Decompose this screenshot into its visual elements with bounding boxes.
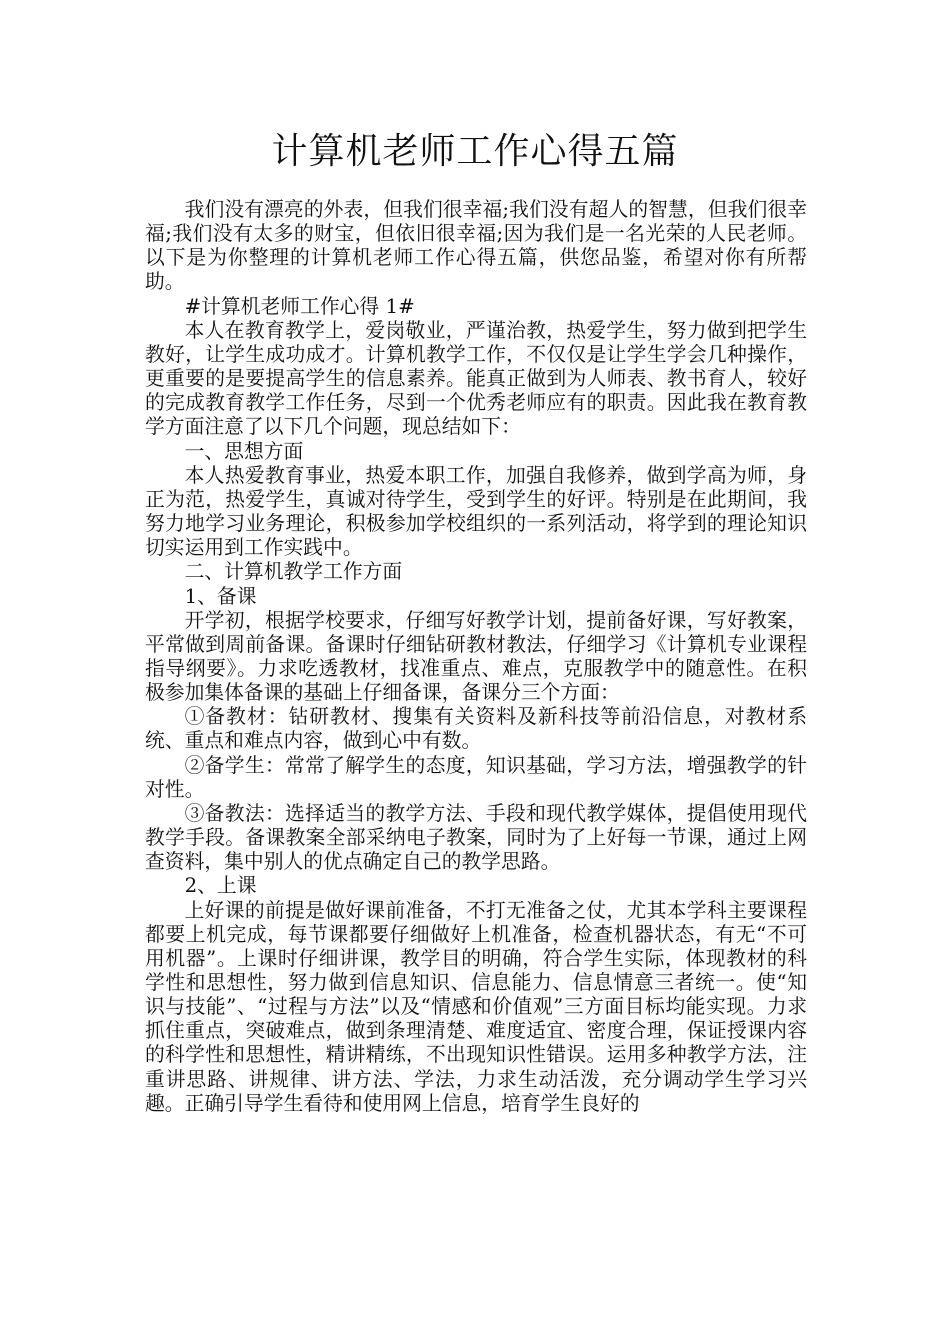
body-paragraph: 本人热爱教育事业，热爱本职工作，加强自我修养，做到学高为师，身正为范，热爱学生，真诚对待学生，受到学生的好评。特别是在此期间，我努力地学习业务理论，积极参加学校组织的一系列活动，将学到的理论知识切实运用到工作实践中。 [145, 463, 807, 560]
document-title: 计算机老师工作心得五篇 [271, 131, 679, 172]
section-heading-article-1: #计算机老师工作心得 1# [184, 294, 415, 318]
document-body [145, 198, 807, 1116]
intro-paragraph: 我们没有漂亮的外表，但我们很幸福;我们没有超人的智慧，但我们很幸福;我们没有太多的财宝，但依旧很幸福;因为我们是一名光荣的人民老师。以下是为你整理的计算机老师工作心得五篇，供您品鉴，希望对你有所帮助。 [145, 198, 807, 294]
section-heading-thought: 一、思想方面 [184, 439, 304, 463]
section-heading-teaching: 二、计算机教学工作方面 [184, 560, 403, 584]
body-paragraph: 开学初，根据学校要求，仔细写好教学计划，提前备好课，写好教案，平常做到周前备课。备课时仔细钻研教材教法，仔细学习《计算机专业课程指导纲要》。力求吃透教材，找准重点、难点，克服教学中的随意性。在积极参加集体备课的基础上仔细备课，备课分三个方面： [145, 608, 807, 705]
list-item-students: ②备学生：常常了解学生的态度，知识基础，学习方法，增强教学的针对性。 [145, 753, 807, 801]
body-paragraph: 本人在教育教学上，爱岗敬业，严谨治教，热爱学生，努力做到把学生教好，让学生成功成才。计算机教学工作，不仅仅是让学生学会几种操作，更重要的是要提高学生的信息素养。能真正做到为人师表、教书育人，较好的完成教育教学工作任务，尽到一个优秀老师应有的职责。因此我在教育教学方面注意了以下几个问题，现总结如下： [145, 318, 807, 439]
list-item-methods: ③备教法：选择适当的教学方法、手段和现代教学媒体，提倡使用现代教学手段。备课教案全部采纳电子教案，同时为了上好每一节课，通过上网查资料，集中别人的优点确定自己的教学思路。 [145, 801, 807, 874]
body-paragraph: 上好课的前提是做好课前准备，不打无准备之仗，尤其本学科主要课程都要上机完成，每节课都要仔细做好上机准备，检查机器状态，有无“不可用机器”。上课时仔细讲课，教学目的明确，符合学生实际，体现教材的科学性和思想性，努力做到信息知识、信息能力、信息情意三者统一。使“知识与技能”、“过程与方法”以及“情感和价值观”三方面目标均能实现。力求抓住重点，突破难点，做到条理清楚、难度适宜、密度合理，保证授课内容的科学性和思想性，精讲精练，不出现知识性错误。运用多种教学方法，注重讲思路、讲规律、讲方法、学法，力求生动活泼，充分调动学生学习兴趣。正确引导学生看待和使用网上信息，培育学生良好的 [145, 898, 807, 1115]
subheading-class: 2、上课 [184, 874, 257, 898]
list-item-materials: ①备教材：钻研教材、搜集有关资料及新科技等前沿信息，对教材系统、重点和难点内容，做到心中有数。 [145, 705, 807, 753]
subheading-lesson-prep: 1、备课 [184, 584, 257, 608]
